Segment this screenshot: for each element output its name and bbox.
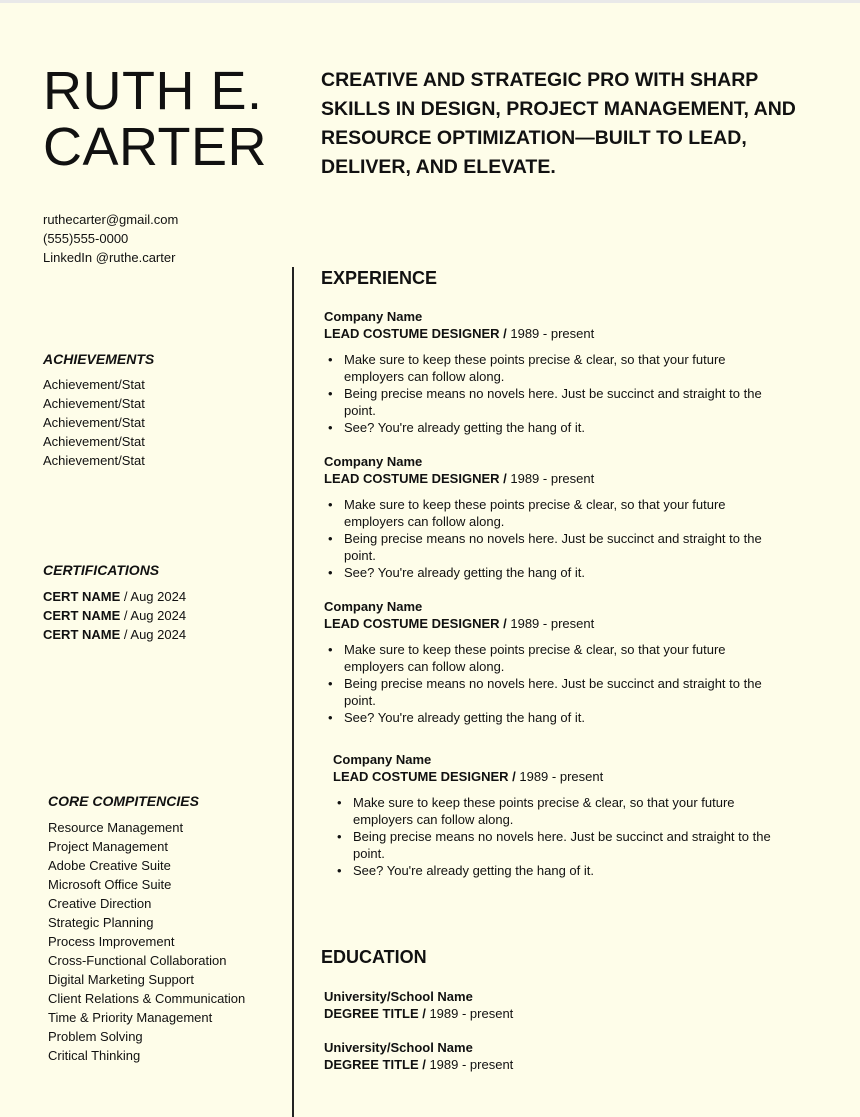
job-title: LEAD COSTUME DESIGNER / (324, 471, 507, 486)
job-title-line (324, 615, 789, 632)
job-bullet: • Being precise means no novels here. Just be succinct and straight to the point. (334, 530, 789, 564)
job-bullet: • See? You're already getting the hang of it. (334, 564, 789, 581)
company-name: Company Name (324, 599, 423, 614)
job-dates: 1989 - present (506, 471, 595, 486)
competency-item: Process Improvement (48, 934, 175, 949)
experience-entry (324, 453, 789, 581)
job-bullets (324, 351, 789, 436)
cert-date: / Aug 2024 (120, 627, 187, 642)
competency-item: Digital Marketing Support (48, 972, 194, 987)
contact-block (43, 210, 178, 267)
job-bullet: • Being precise means no novels here. Just be succinct and straight to the point. (334, 385, 789, 419)
certifications-heading: CERTIFICATIONS (43, 562, 160, 578)
company-name: Company Name (333, 752, 432, 767)
job-bullet: • Being precise means no novels here. Just be succinct and straight to the point. (334, 675, 789, 709)
certifications-section (43, 562, 186, 644)
competency-item: Client Relations & Communication (48, 991, 246, 1006)
competency-item: Resource Management (48, 820, 184, 835)
company-name: Company Name (324, 454, 423, 469)
job-bullet: • See? You're already getting the hang of it. (334, 709, 789, 726)
cert-date: / Aug 2024 (120, 608, 187, 623)
job-dates: 1989 - present (515, 769, 604, 784)
job-title: LEAD COSTUME DESIGNER / (324, 616, 507, 631)
job-bullets (333, 794, 798, 879)
job-bullets (324, 641, 789, 726)
column-divider (292, 267, 294, 1117)
job-bullet: • Make sure to keep these points precise & clear, so that your future employers can follow along. (343, 794, 798, 828)
job-title-line (324, 470, 789, 487)
cert-name: CERT NAME (43, 589, 121, 604)
degree-line (324, 1005, 513, 1022)
achievement-item: Achievement/Stat (43, 415, 145, 430)
name-line-2: CARTER (43, 117, 268, 177)
competency-item: Project Management (48, 839, 168, 854)
cert-item (43, 625, 186, 644)
competencies-heading: CORE COMPITENCIES (48, 793, 199, 809)
competency-item: Creative Direction (48, 896, 152, 911)
degree-title: DEGREE TITLE / (324, 1006, 426, 1021)
experience-entry (333, 751, 798, 879)
job-bullets (324, 496, 789, 581)
job-dates: 1989 - present (506, 616, 595, 631)
job-dates: 1989 - present (506, 326, 595, 341)
job-title: LEAD COSTUME DESIGNER / (333, 769, 516, 784)
job-bullet: • See? You're already getting the hang of it. (343, 862, 798, 879)
school-name: University/School Name (324, 989, 473, 1004)
job-bullet: • Being precise means no novels here. Just be succinct and straight to the point. (343, 828, 798, 862)
email-text: ruthecarter@gmail.com (43, 212, 179, 227)
name-line-1: RUTH E. (43, 61, 263, 121)
cert-name: CERT NAME (43, 627, 121, 642)
school-name: University/School Name (324, 1040, 473, 1055)
competencies-list (48, 818, 245, 1065)
competency-item: Adobe Creative Suite (48, 858, 171, 873)
job-bullet: • Make sure to keep these points precise & clear, so that your future employers can follow along. (334, 641, 789, 675)
competency-item: Time & Priority Management (48, 1010, 213, 1025)
company-name: Company Name (324, 309, 423, 324)
achievements-section (43, 351, 154, 470)
degree-line (324, 1056, 513, 1073)
experience-entry (324, 308, 789, 436)
competency-item: Cross-Functional Collaboration (48, 953, 227, 968)
job-title: LEAD COSTUME DESIGNER / (324, 326, 507, 341)
experience-heading: EXPERIENCE (321, 268, 438, 288)
job-bullet: • Make sure to keep these points precise & clear, so that your future employers can follow along. (334, 351, 789, 385)
competency-item: Strategic Planning (48, 915, 154, 930)
certifications-list (43, 587, 186, 644)
cert-item (43, 606, 186, 625)
achievement-item: Achievement/Stat (43, 453, 145, 468)
linkedin-text: LinkedIn @ruthe.carter (43, 250, 176, 265)
job-title-line (324, 325, 789, 342)
achievement-item: Achievement/Stat (43, 396, 145, 411)
competency-item: Critical Thinking (48, 1048, 141, 1063)
education-entry (324, 1039, 513, 1073)
achievement-item: Achievement/Stat (43, 377, 145, 392)
degree-dates: 1989 - present (425, 1057, 514, 1072)
job-title-line (333, 768, 798, 785)
candidate-name (43, 63, 267, 175)
competencies-section (48, 793, 245, 1065)
degree-dates: 1989 - present (425, 1006, 514, 1021)
cert-item (43, 587, 186, 606)
experience-entry (324, 598, 789, 726)
education-heading: EDUCATION (321, 947, 427, 967)
achievements-heading: ACHIEVEMENTS (43, 351, 155, 367)
achievements-list (43, 375, 154, 470)
cert-name: CERT NAME (43, 608, 121, 623)
degree-title: DEGREE TITLE / (324, 1057, 426, 1072)
competency-item: Problem Solving (48, 1029, 143, 1044)
tagline: CREATIVE AND STRATEGIC PRO WITH SHARP SKILLS IN DESIGN, PROJECT MANAGEMENT, AND RESOURCE OPTIMIZATION—BUILT TO LEAD, DELIVER, AND ELEVATE. (321, 69, 796, 178)
competency-item: Microsoft Office Suite (48, 877, 172, 892)
education-entry (324, 988, 513, 1022)
phone-text: (555)555-0000 (43, 231, 129, 246)
job-bullet: • See? You're already getting the hang of it. (334, 419, 789, 436)
cert-date: / Aug 2024 (120, 589, 187, 604)
achievement-item: Achievement/Stat (43, 434, 145, 449)
job-bullet: • Make sure to keep these points precise & clear, so that your future employers can follow along. (334, 496, 789, 530)
